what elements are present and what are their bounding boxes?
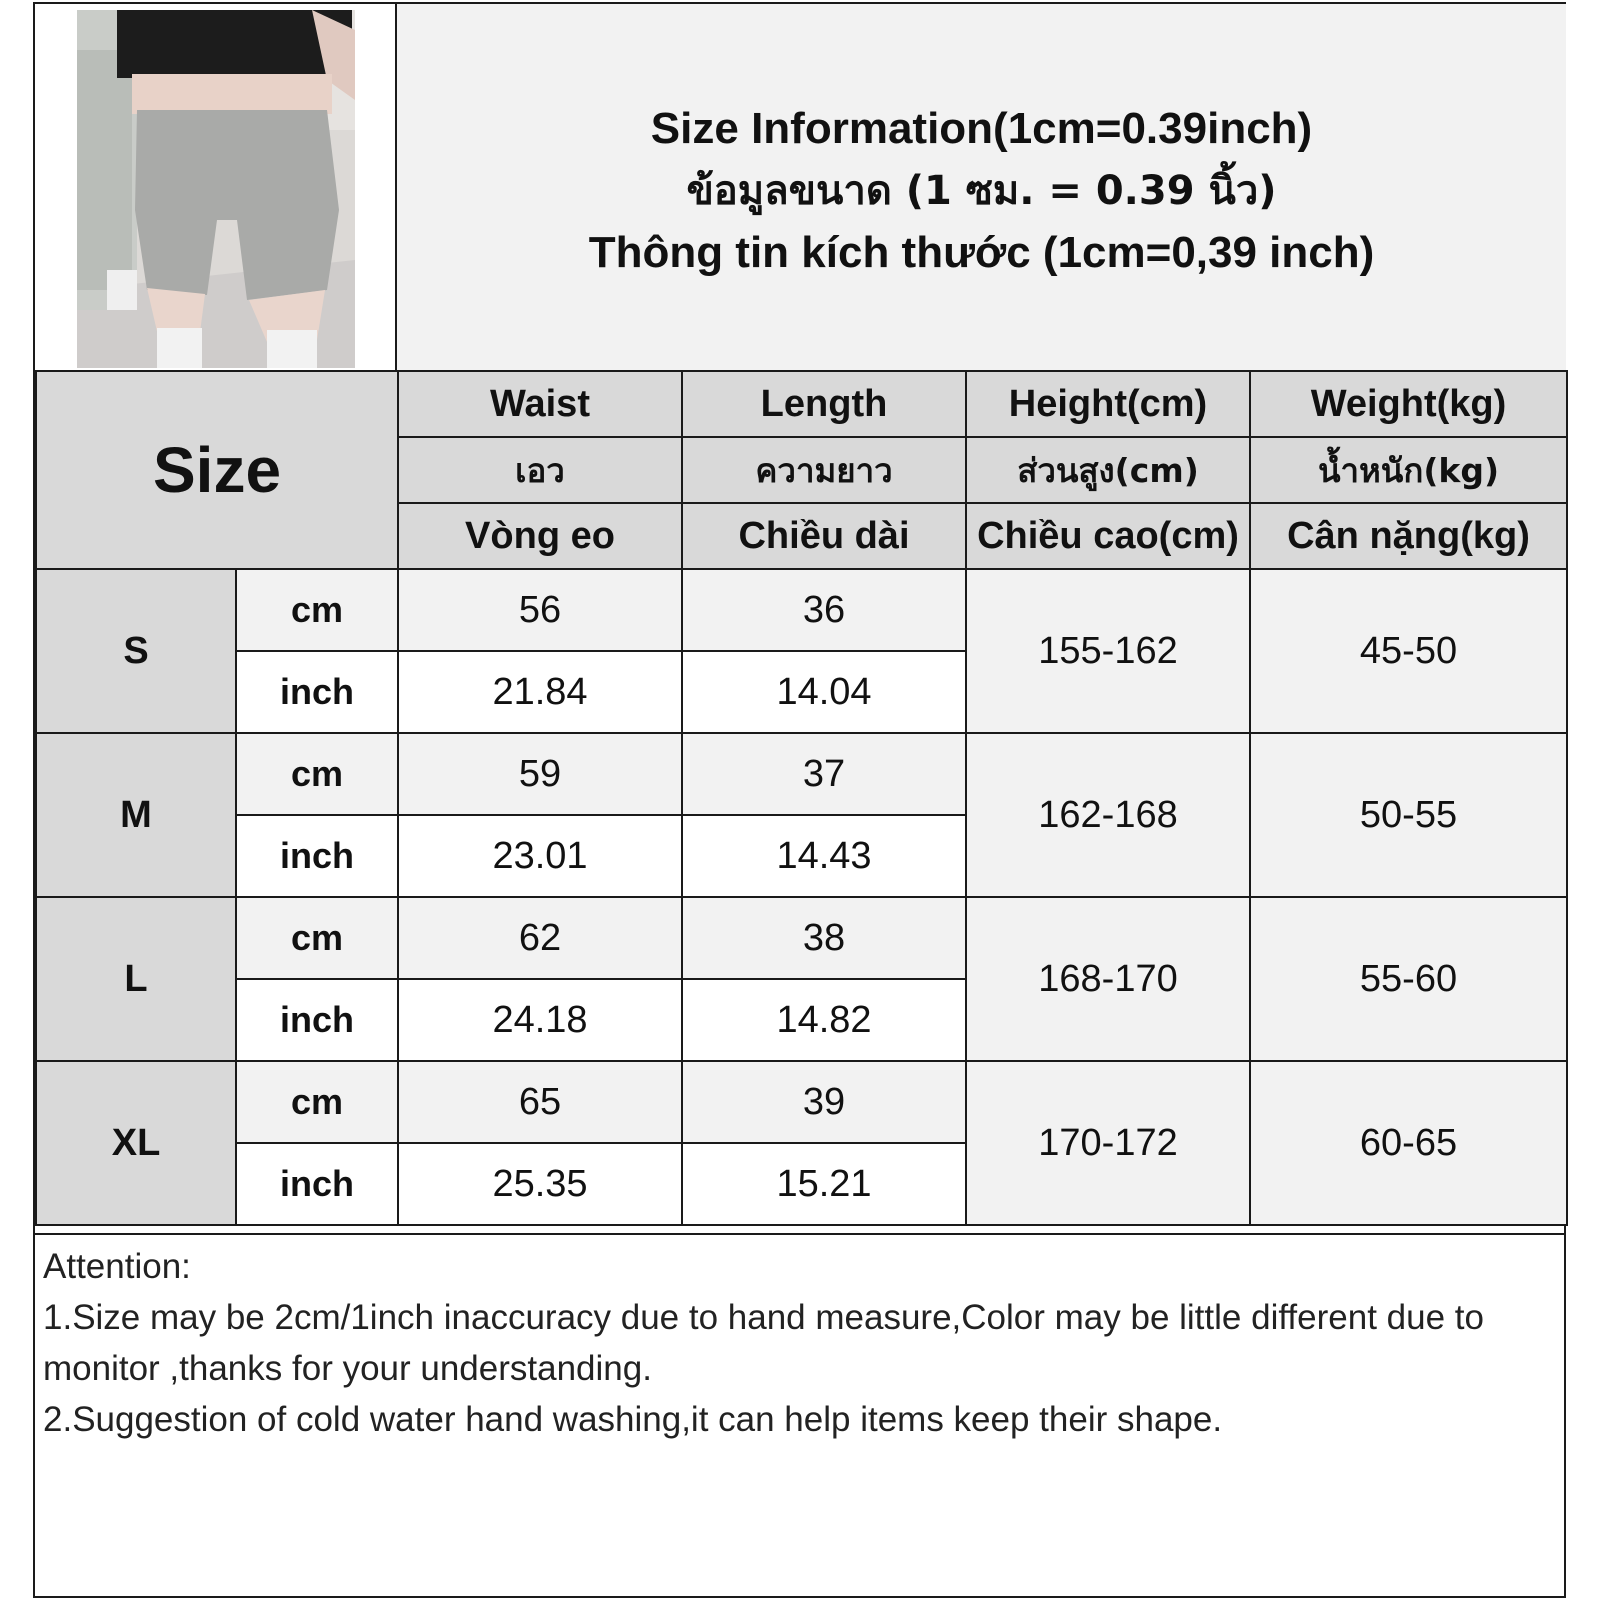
unit-label-cm: cm [236,569,398,651]
unit-label-cm: cm [236,733,398,815]
unit-label-cm: cm [236,1061,398,1143]
col-header-weight-en: Weight(kg) [1250,371,1567,437]
waist-cm-value: 59 [398,733,682,815]
size-info-title-block [397,4,1566,370]
waist-inch-value: 23.01 [398,815,682,897]
length-cm-value: 36 [682,569,966,651]
col-header-height-en: Height(cm) [966,371,1250,437]
size-table [35,370,1568,1226]
weight-range: 60-65 [1250,1061,1567,1225]
height-range: 170-172 [966,1061,1250,1225]
col-header-weight-th: น้ำหนัก(kg) [1250,437,1567,503]
weight-range: 55-60 [1250,897,1567,1061]
title-thai: ข้อมูลขนาด (1 ซม. = 0.39 นิ้ว) [686,168,1277,214]
table-row [36,897,1567,979]
unit-label-cm: cm [236,897,398,979]
col-header-height-vi: Chiều cao(cm) [966,503,1250,569]
size-label: XL [36,1061,236,1225]
title-vietnamese: Thông tin kích thước (1cm=0,39 inch) [588,228,1375,277]
product-photo [77,10,355,368]
waist-cm-value: 56 [398,569,682,651]
col-header-length-en: Length [682,371,966,437]
attention-note-2: 2.Suggestion of cold water hand washing,it can help items keep their shape. [43,1400,1223,1439]
size-label: L [36,897,236,1061]
header-row-english [36,371,1567,437]
col-header-weight-vi: Cân nặng(kg) [1250,503,1567,569]
col-header-length-th: ความยาว [682,437,966,503]
weight-range: 45-50 [1250,569,1567,733]
length-cm-value: 38 [682,897,966,979]
length-inch-value: 14.82 [682,979,966,1061]
product-photo-cell [35,4,397,370]
attention-notes [35,1233,1566,1598]
waist-inch-value: 25.35 [398,1143,682,1225]
table-row [36,1061,1567,1143]
size-label: M [36,733,236,897]
unit-label-inch: inch [236,815,398,897]
table-row [36,733,1567,815]
waist-inch-value: 21.84 [398,651,682,733]
unit-label-inch: inch [236,651,398,733]
unit-label-inch: inch [236,979,398,1061]
size-label: S [36,569,236,733]
size-column-header: Size [36,371,398,569]
length-inch-value: 15.21 [682,1143,966,1225]
col-header-length-vi: Chiều dài [682,503,966,569]
length-inch-value: 14.43 [682,815,966,897]
attention-note-1: 1.Size may be 2cm/1inch inaccuracy due to hand measure,Color may be little different due to monitor ,thanks for your understanding. [43,1298,1484,1388]
height-range: 168-170 [966,897,1250,1061]
size-chart-sheet [33,2,1566,1598]
col-header-waist-vi: Vòng eo [398,503,682,569]
unit-label-inch: inch [236,1143,398,1225]
waist-cm-value: 65 [398,1061,682,1143]
height-range: 155-162 [966,569,1250,733]
title-english: Size Information(1cm=0.39inch) [650,104,1313,153]
attention-heading: Attention: [43,1247,191,1286]
height-range: 162-168 [966,733,1250,897]
product-photo-illustration [77,10,355,368]
table-row [36,569,1567,651]
col-header-height-th: ส่วนสูง(cm) [966,437,1250,503]
waist-inch-value: 24.18 [398,979,682,1061]
length-cm-value: 37 [682,733,966,815]
length-inch-value: 14.04 [682,651,966,733]
length-cm-value: 39 [682,1061,966,1143]
weight-range: 50-55 [1250,733,1567,897]
col-header-waist-en: Waist [398,371,682,437]
col-header-waist-th: เอว [398,437,682,503]
waist-cm-value: 62 [398,897,682,979]
